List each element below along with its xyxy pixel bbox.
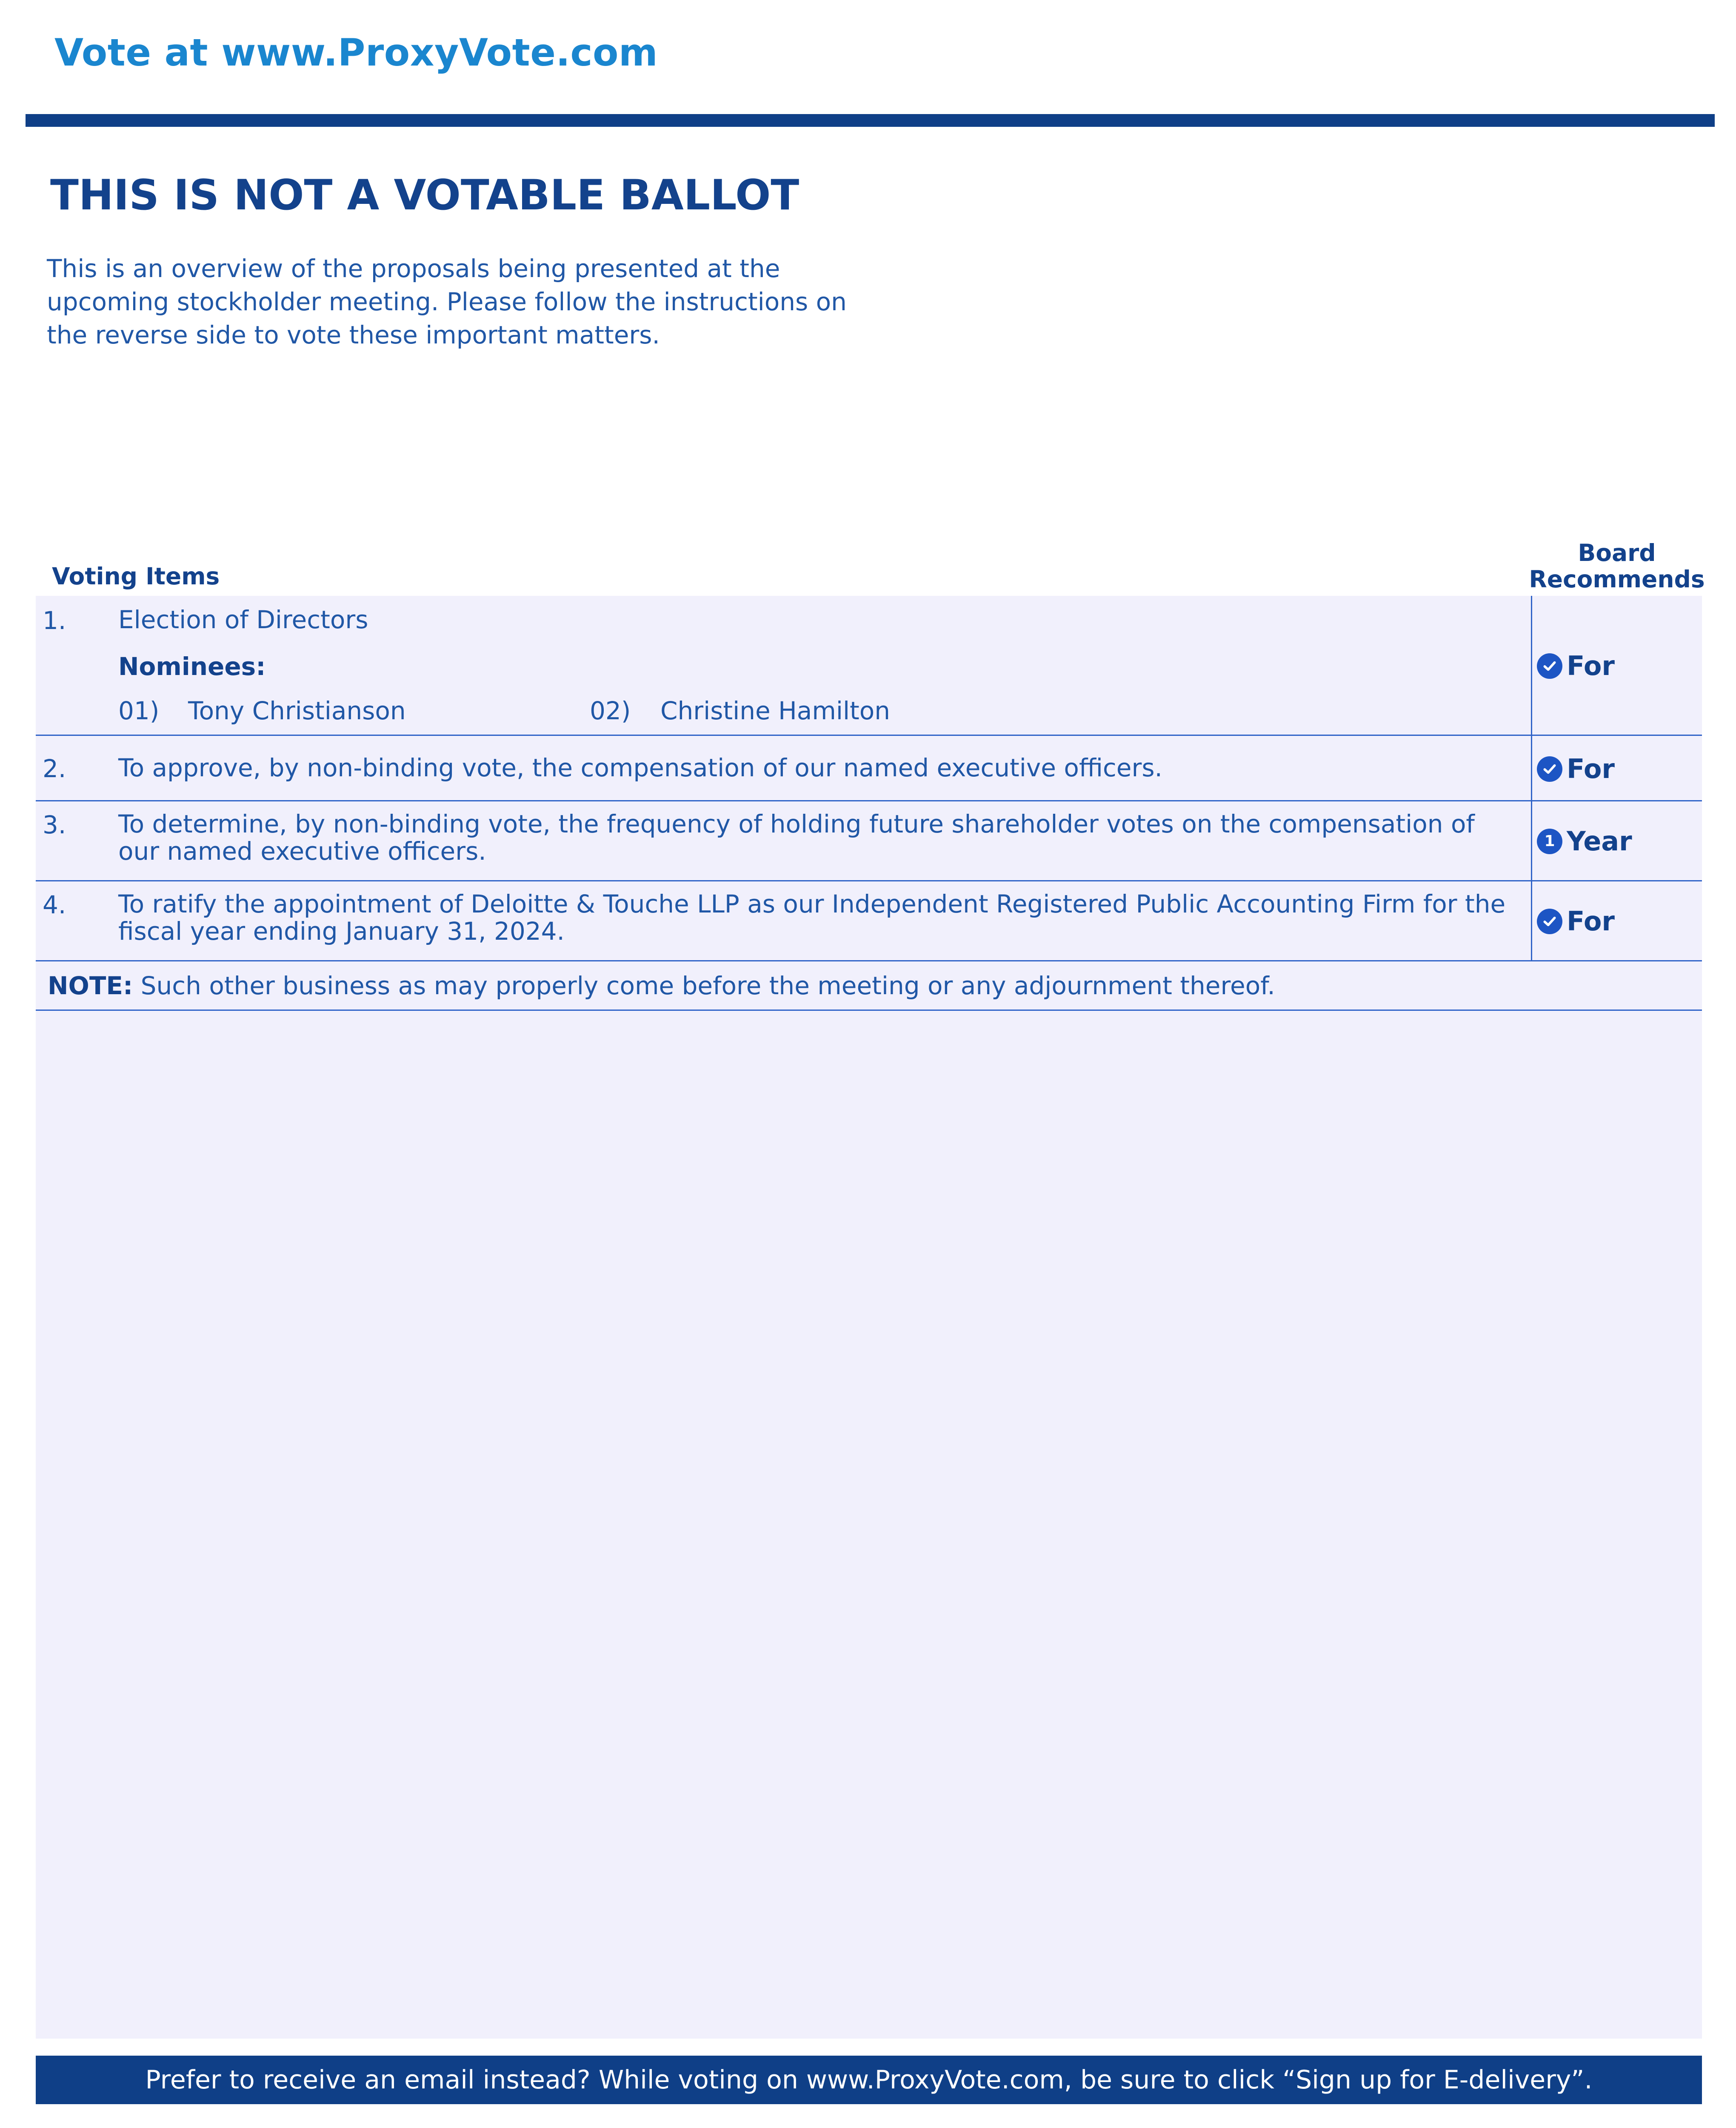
recommendation-label: Year — [1567, 826, 1632, 857]
row-divider — [36, 1010, 1702, 1011]
intro-paragraph: This is an overview of the proposals being presented at the upcoming stockholder meeting. Please follow the instructions on the reverse side to vote these important matters. — [47, 254, 847, 349]
number-one-circle-icon: 1 — [1537, 829, 1562, 854]
item-4-number: 4. — [43, 890, 66, 919]
nominee-2-name: Christine Hamilton — [660, 696, 891, 725]
row-divider — [36, 880, 1702, 881]
item-2-text: To approve, by non-binding vote, the compensation of our named executive officers. — [118, 753, 1162, 782]
check-circle-icon — [1537, 756, 1562, 782]
nominee-2-number: 02) — [590, 696, 631, 725]
item-1-text: Election of Directors — [118, 605, 368, 634]
row-divider — [36, 960, 1702, 961]
nominee-1-name: Tony Christianson — [188, 696, 406, 725]
item-3-text: To determine, by non-binding vote, the frequency of holding future shareholder votes on the compensation of our named executive officers. — [118, 809, 1475, 866]
recommendation-label: For — [1567, 753, 1615, 784]
note-text: Such other business as may properly come before the meeting or any adjournment thereof. — [133, 971, 1275, 1000]
row-divider — [36, 735, 1702, 736]
item-3-recommendation — [1537, 826, 1632, 857]
note-label: NOTE: — [48, 971, 133, 1000]
page-title: THIS IS NOT A VOTABLE BALLOT — [50, 171, 799, 220]
note-line — [48, 971, 1275, 1000]
check-circle-icon — [1537, 909, 1562, 934]
item-2-number: 2. — [43, 754, 66, 783]
nominee-1-number: 01) — [118, 696, 160, 725]
board-recommends-heading: Board Recommends — [1529, 539, 1705, 593]
column-divider — [1531, 596, 1532, 960]
item-3-number: 3. — [43, 810, 66, 839]
item-4-text: To ratify the appointment of Deloitte & Touche LLP as our Independent Registered Public Accounting Firm for the fiscal year ending January 31, 2024. — [118, 890, 1506, 946]
item-1-number: 1. — [43, 606, 66, 635]
recommendation-label: For — [1567, 906, 1615, 937]
recommendation-label: For — [1567, 650, 1615, 681]
voting-items-heading: Voting Items — [52, 563, 220, 590]
e-delivery-banner — [36, 2056, 1702, 2104]
e-delivery-text: Prefer to receive an email instead? While voting on www.ProxyVote.com, be sure to click “Sign up for E-delivery”. — [145, 2065, 1593, 2095]
row-divider — [36, 800, 1702, 801]
check-circle-icon — [1537, 653, 1562, 679]
header-rule — [26, 114, 1715, 127]
vote-at-proxyvote-link[interactable]: Vote at www.ProxyVote.com — [54, 31, 658, 74]
item-2-recommendation — [1537, 753, 1615, 784]
item-4-recommendation — [1537, 906, 1615, 937]
item-1-recommendation — [1537, 650, 1615, 681]
nominees-label: Nominees: — [118, 652, 266, 681]
